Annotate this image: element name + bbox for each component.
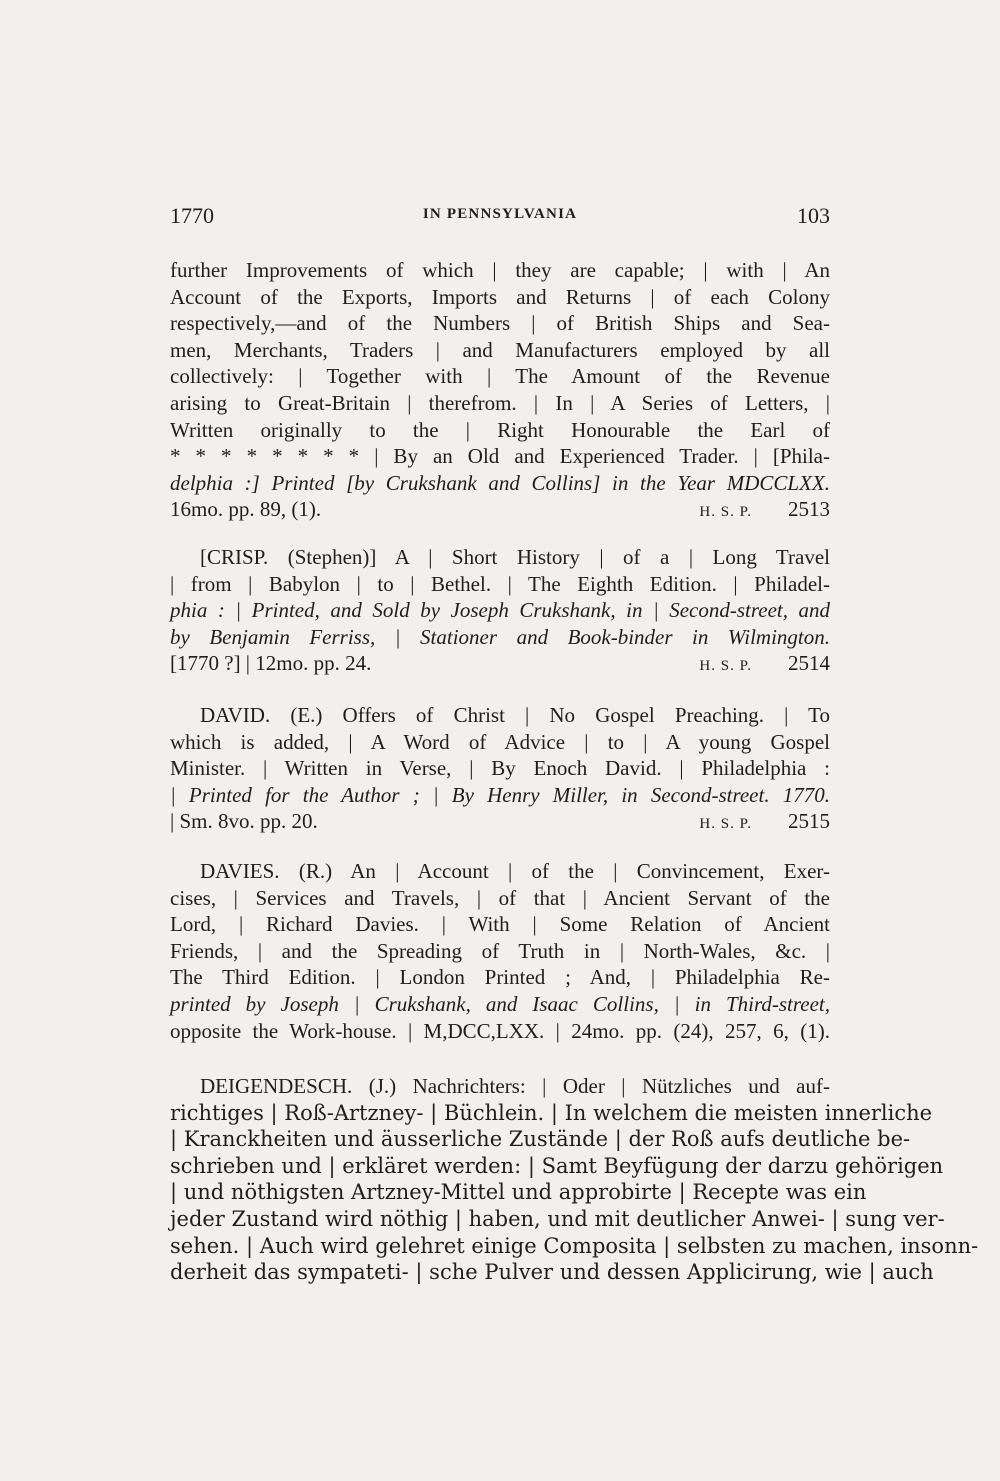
- entry-line: | Printed for the Author ; | By Henry Miller, in Second-street. 1770.: [170, 782, 830, 807]
- library-code: H. S. P.: [699, 816, 752, 833]
- running-head: [170, 203, 830, 235]
- library-reference: [699, 808, 830, 838]
- entry-line: DAVIES. (R.) An | Account | of the | Convincement, Exer-: [200, 859, 830, 883]
- entry-number: 2513: [788, 497, 830, 522]
- entry-line: respectively,—and of the Numbers | of British Ships and Sea-: [170, 311, 830, 336]
- entry-line: richtiges | Roß-Artzney- | Büchlein. | In welchem die meisten innerliche: [170, 1100, 933, 1125]
- entry-format: | Sm. 8vo. pp. 20.: [170, 809, 318, 834]
- bibliography-entry: [170, 702, 830, 835]
- entry-line: The Third Edition. | London Printed ; And, | Philadelphia Re-: [170, 965, 830, 990]
- entry-format: 16mo. pp. 89, (1).: [170, 497, 322, 522]
- entry-line: DAVID. (E.) Offers of Christ | No Gospel Preaching. | To: [200, 703, 830, 727]
- entry-last-line: [170, 650, 830, 677]
- entry-line: which is added, | A Word of Advice | to | A young Gospel: [170, 729, 830, 754]
- entry-line: | und nöthigsten Artzney-Mittel und approbirte | Recepte was ein: [170, 1180, 867, 1205]
- entry-number: 2514: [788, 651, 830, 676]
- entry-line: Account of the Exports, Imports and Returns | of each Colony: [170, 284, 830, 309]
- entry-line: schrieben und | erkläret werden: | Samt Beyfügung der darzu gehörigen: [170, 1153, 944, 1178]
- entry-line: delphia :] Printed [by Crukshank and Collins] in the Year MDCCLXX.: [170, 470, 830, 495]
- entry-format: [1770 ?] | 12mo. pp. 24.: [170, 651, 372, 676]
- entry-line: further Improvements of which | they are capable; | with | An: [170, 258, 830, 282]
- entry-line: Written originally to the | Right Honourable the Earl of: [170, 417, 830, 442]
- entry-last-line: [170, 808, 830, 835]
- entry-line: collectively: | Together with | The Amount of the Revenue: [170, 364, 830, 389]
- bibliography-entry: [170, 257, 830, 523]
- page-number: 103: [797, 203, 830, 228]
- entry-line: Friends, | and the Spreading of Truth in | North-Wales, &c. |: [170, 938, 830, 963]
- library-code: H. S. P.: [699, 504, 752, 521]
- entry-line: phia : | Printed, and Sold by Joseph Crukshank, in | Second-street, and: [170, 598, 830, 623]
- entry-line: printed by Joseph | Crukshank, and Isaac Collins, | in Third-street,: [170, 991, 830, 1016]
- running-head-year: 1770: [170, 203, 214, 228]
- entry-line: Minister. | Written in Verse, | By Enoch David. | Philadelphia :: [170, 756, 830, 781]
- entry-line: DEIGENDESCH. (J.) Nachrichters: | Oder | Nützliches und auf-: [200, 1074, 830, 1098]
- entry-line: * * * * * * * * | By an Old and Experienced Trader. | [Phila-: [170, 444, 830, 469]
- entry-line: cises, | Services and Travels, | of that | Ancient Servant of the: [170, 885, 830, 910]
- entry-number: 2515: [788, 809, 830, 834]
- entry-line: sehen. | Auch wird gelehret einige Composita | selbsten zu machen, insonn-: [170, 1233, 979, 1258]
- entry-line: Lord, | Richard Davies. | With | Some Relation of Ancient: [170, 912, 830, 937]
- library-reference: [699, 496, 830, 526]
- library-code: H. S. P.: [699, 658, 752, 675]
- entry-last-line: [170, 496, 830, 523]
- entry-line: [CRISP. (Stephen)] A | Short History | of a | Long Travel: [200, 545, 830, 569]
- entry-line: opposite the Work-house. | M,DCC,LXX. | 24mo. pp. (24), 257, 6, (1).: [170, 1018, 830, 1043]
- entry-line: | Kranckheiten und äusserliche Zustände | der Roß aufs deutliche be-: [170, 1127, 911, 1152]
- entry-line: men, Merchants, Traders | and Manufacturers employed by all: [170, 337, 830, 362]
- entry-line: | from | Babylon | to | Bethel. | The Eighth Edition. | Philadel-: [170, 571, 830, 596]
- entry-line: jeder Zustand wird nöthig | haben, und mit deutlicher Anwei- | sung ver-: [170, 1206, 945, 1231]
- bibliography-entry: [170, 544, 830, 677]
- running-head-title: IN PENNSYLVANIA: [422, 206, 578, 222]
- entry-line: by Benjamin Ferriss, | Stationer and Book-binder in Wilmington.: [170, 624, 830, 649]
- bibliography-entry: [170, 858, 830, 1044]
- entry-line: arising to Great-Britain | therefrom. | In | A Series of Letters, |: [170, 390, 830, 415]
- bibliography-entry: [170, 1073, 979, 1286]
- library-reference: [699, 650, 830, 680]
- entry-line: derheit das sympateti- | sche Pulver und dessen Applicirung, wie | auch: [170, 1260, 934, 1285]
